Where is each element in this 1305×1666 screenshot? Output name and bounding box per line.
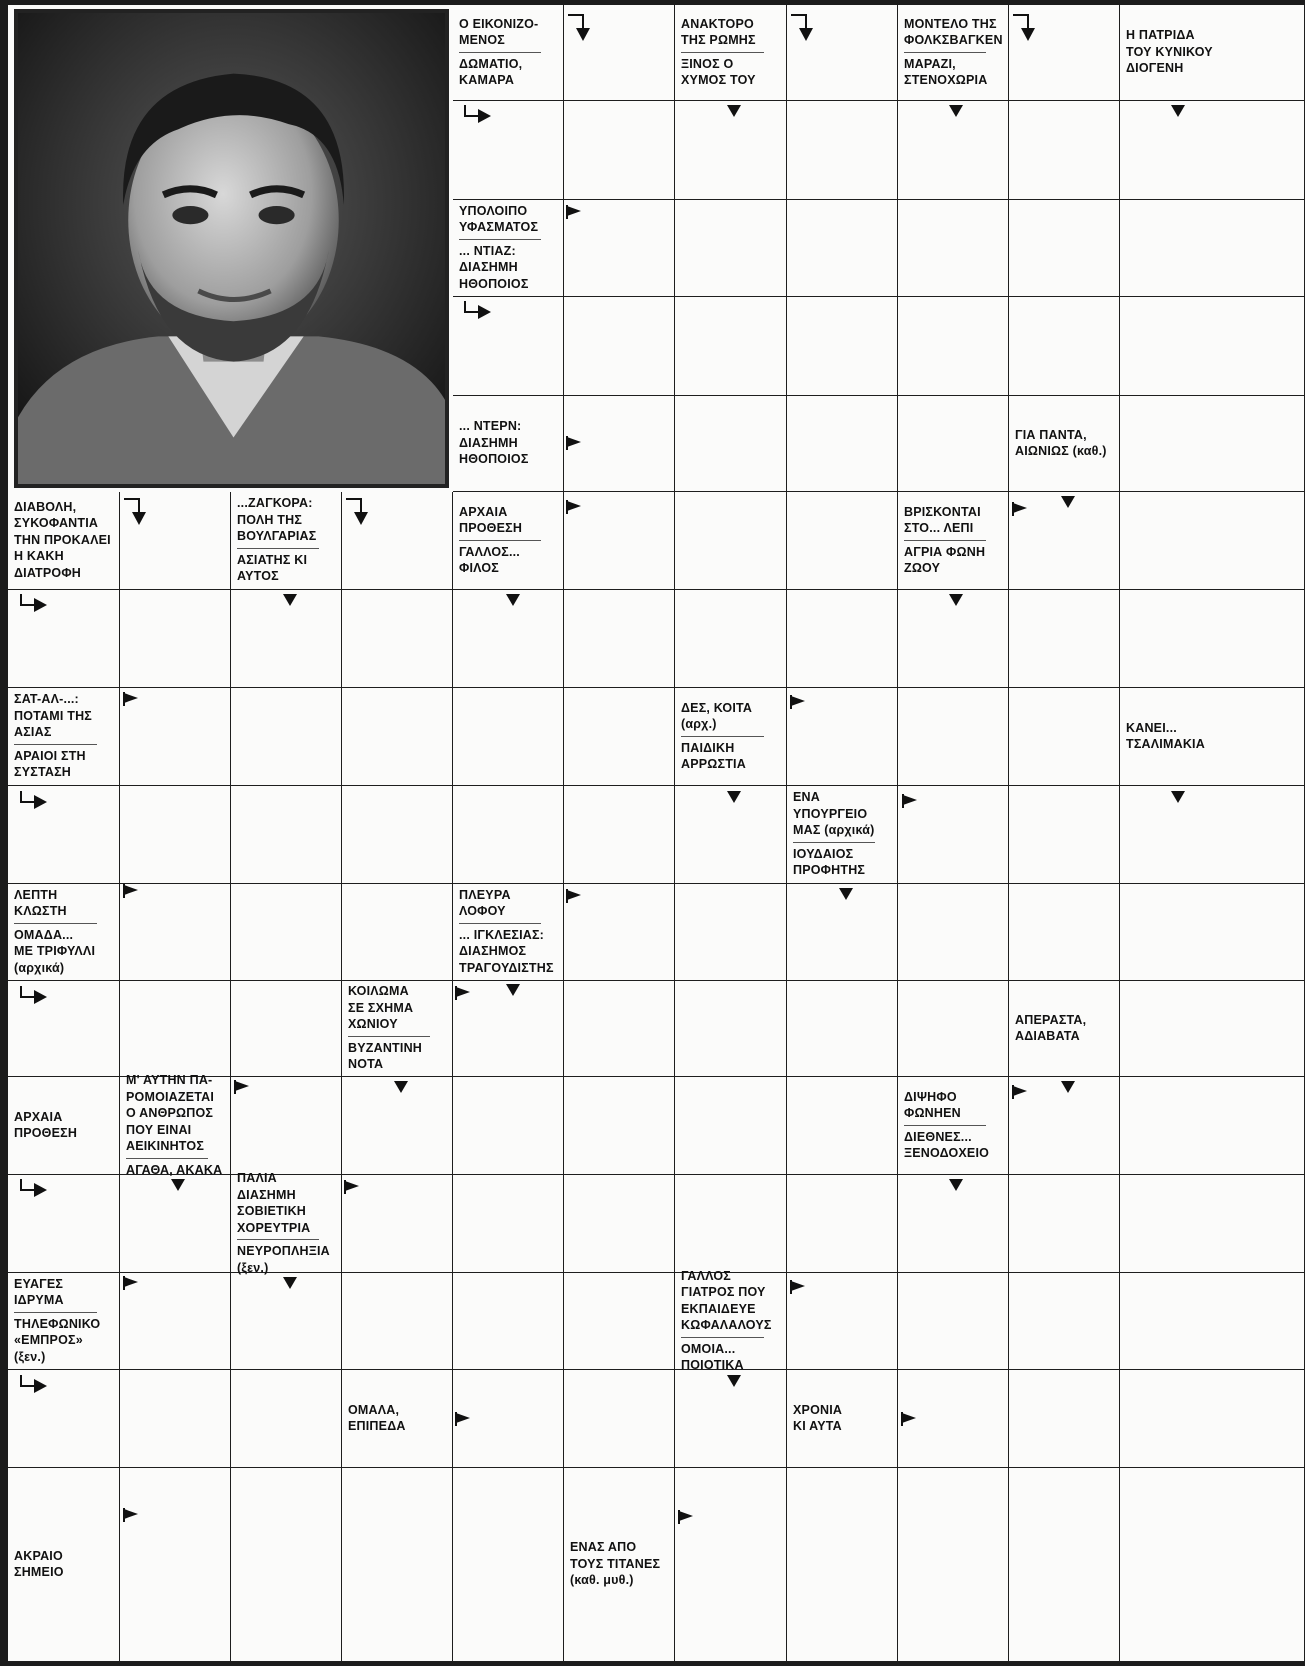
grid-cell[interactable] [564, 590, 675, 688]
grid-cell[interactable] [120, 1468, 231, 1662]
grid-cell[interactable] [1009, 1273, 1120, 1370]
clue-text: ΧΡΟΝΙΑ ΚΙ ΑΥΤΑ [793, 1402, 843, 1433]
clue-divider [681, 52, 764, 53]
arrow-right-icon [566, 205, 582, 219]
clue-cell [453, 200, 562, 295]
arrow-right-icon [678, 1510, 694, 1524]
bent-arrow-down-icon [1012, 12, 1038, 42]
clue-cell [1009, 396, 1118, 490]
clue-text: ΠΑΙΔΙΚΗ ΑΡΡΩΣΤΙΑ [681, 740, 746, 771]
arrow-down-icon [838, 887, 854, 901]
grid-cell[interactable] [675, 981, 787, 1077]
grid-cell[interactable] [564, 981, 675, 1077]
clue-text: ΜΑΡΑΖΙ, ΣΤΕΝΟΧΩΡΙΑ [904, 56, 988, 87]
grid-cell[interactable] [898, 200, 1009, 297]
clue-divider [459, 923, 541, 924]
clue-cell [675, 5, 785, 99]
clue-cell [342, 1370, 451, 1466]
arrow-down-icon [948, 593, 964, 607]
clue-text: ΑΓΑΘΑ, ΑΚΑΚΑ [126, 1162, 223, 1177]
bent-arrow-right-icon [18, 1178, 48, 1198]
grid-cell[interactable] [787, 297, 898, 396]
clue-cell [1120, 688, 1303, 784]
clue-cell [8, 884, 118, 979]
clue-text: ΥΠΟΛΟΙΠΟ ΥΦΑΣΜΑΤΟΣ [459, 203, 539, 235]
clue-cell [342, 981, 451, 1075]
clue-text: ΝΕΥΡΟΠΛΗΞΙΑ (ξεν.) [237, 1244, 330, 1275]
grid-cell[interactable] [675, 1175, 787, 1273]
arrow-right-icon [455, 986, 471, 1000]
grid-cell[interactable] [1120, 1175, 1305, 1273]
clue-text: ΣΑΤ-ΑΛ-...: ΠΟΤΑΜΙ ΤΗΣ ΑΣΙΑΣ [14, 692, 93, 740]
clue-divider [793, 842, 875, 843]
grid-cell[interactable] [564, 101, 675, 200]
arrow-down-icon [1170, 790, 1186, 804]
arrow-down-icon [282, 1276, 298, 1290]
clue-cell [453, 884, 562, 979]
arrow-right-icon [902, 794, 918, 808]
arrow-right-icon [790, 1280, 806, 1294]
clue-text: ΟΜΑΛΑ, ΕΠΙΠΕΔΑ [348, 1402, 406, 1433]
arrow-down-icon [393, 1080, 409, 1094]
clue-cell [787, 1370, 896, 1466]
grid-cell[interactable] [453, 1175, 564, 1273]
clue-text: ΔΙΕΘΝΕΣ... ΞΕΝΟΔΟΧΕΙΟ [904, 1129, 990, 1160]
grid-cell[interactable] [564, 1370, 675, 1468]
grid-cell[interactable] [342, 884, 453, 981]
clue-text: ΔΕΣ, ΚΟΙΤΑ (αρχ.) [681, 700, 753, 731]
clue-text: ΔΙΨΗΦΟ ΦΩΝΗΕΝ [904, 1089, 961, 1120]
clue-text: ΓΑΛΛΟΣ... ΦΙΛΟΣ [459, 544, 520, 575]
grid-cell[interactable] [898, 1273, 1009, 1370]
arrow-right-icon [344, 1180, 360, 1194]
grid-cell[interactable] [120, 786, 231, 884]
grid-cell[interactable] [453, 1273, 564, 1370]
grid-cell[interactable] [453, 688, 564, 786]
arrow-down-icon [726, 790, 742, 804]
clue-text: ΠΛΕΥΡΑ ΛΟΦΟΥ [459, 887, 511, 919]
grid-cell[interactable] [1009, 200, 1120, 297]
grid-cell[interactable] [787, 1468, 898, 1662]
grid-cell[interactable] [120, 590, 231, 688]
clue-divider [904, 52, 986, 53]
clue-text: ΓΑΛΛΟΣ ΓΙΑΤΡΟΣ ΠΟΥ ΕΚΠΑΙΔΕΥΕ ΚΩΦΑΛΑΛΟΥΣ [681, 1268, 772, 1332]
grid-cell[interactable] [1120, 101, 1305, 200]
arrow-right-icon [123, 692, 139, 706]
arrow-down-icon [948, 104, 964, 118]
clue-text: ΔΙΑΒΟΛΗ, ΣΥΚΟΦΑΝΤΙΑ ΤΗΝ ΠΡΟΚΑΛΕΙ Η ΚΑΚΗ ΔΙΑΤΡΟΦΗ [14, 499, 111, 580]
clue-text: Μ' ΑΥΤΗΝ ΠΑ- ΡΟΜΟΙΑΖΕΤΑΙ Ο ΑΝΘΡΩΠΟΣ ΠΟΥ ΕΙΝΑΙ ΑΕΙΚΙΝΗΤΟΣ [126, 1073, 215, 1153]
bent-arrow-right-icon [462, 104, 492, 124]
clue-divider [237, 1239, 319, 1240]
clue-text: ΑΡΑΙΟΙ ΣΤΗ ΣΥΣΤΑΣΗ [14, 748, 86, 780]
grid-cell[interactable] [1120, 492, 1305, 590]
clue-text: ΚΑΝΕΙ... ΤΣΑΛΙΜΑΚΙΑ [1126, 720, 1205, 751]
grid-cell[interactable] [1009, 1370, 1120, 1468]
clue-text: ΒΡΙΣΚΟΝΤΑΙ ΣΤΟ... ΛΕΠΙ [904, 504, 981, 535]
grid-cell[interactable] [564, 1273, 675, 1370]
grid-cell[interactable] [231, 1468, 342, 1662]
arrow-right-icon [123, 1508, 139, 1522]
clue-cell [787, 786, 896, 882]
grid-cell[interactable] [787, 1175, 898, 1273]
grid-cell[interactable] [898, 1468, 1009, 1662]
clue-divider [126, 1158, 208, 1159]
grid-cell[interactable] [675, 1468, 787, 1662]
grid-cell[interactable] [231, 981, 342, 1077]
arrow-right-icon [566, 889, 582, 903]
grid-cell[interactable] [1009, 590, 1120, 688]
clue-text: ΑΚΡΑΙΟ ΣΗΜΕΙΟ [14, 1548, 64, 1579]
grid-cell[interactable] [1009, 1175, 1120, 1273]
arrow-right-icon [566, 436, 582, 450]
clue-divider [681, 736, 764, 737]
clue-cell [453, 396, 562, 490]
clue-text: ΟΜΟΙΑ... ΠΟΙΟΤΙΚΑ [681, 1341, 744, 1372]
grid-cell[interactable] [787, 396, 898, 492]
arrow-right-icon [123, 884, 139, 898]
grid-cell[interactable] [1120, 981, 1305, 1077]
clue-divider [348, 1036, 430, 1037]
grid-cell[interactable] [564, 1077, 675, 1175]
clue-divider [459, 52, 541, 53]
grid-cell[interactable] [231, 688, 342, 786]
arrow-right-icon [123, 1276, 139, 1290]
clue-text: ΑΡΧΑΙΑ ΠΡΟΘΕΣΗ [459, 504, 523, 535]
arrow-right-icon [566, 500, 582, 514]
arrow-down-icon [726, 104, 742, 118]
clue-text: ... ΝΤΕΡΝ: ΔΙΑΣΗΜΗ ΗΘΟΠΟΙΟΣ [459, 419, 529, 467]
clue-cell [8, 1468, 118, 1660]
clue-cell [8, 688, 118, 784]
clue-cell [675, 1268, 785, 1372]
clue-text: ΕΥΑΓΕΣ ΙΔΡΥΜΑ [14, 1276, 64, 1308]
clue-cell [120, 1073, 229, 1177]
clue-cell [231, 1171, 340, 1275]
grid-cell[interactable] [1120, 1077, 1305, 1175]
clue-divider [237, 548, 319, 549]
clue-text: ...ΖΑΓΚΟΡΑ: ΠΟΛΗ ΤΗΣ ΒΟΥΛΓΑΡΙΑΣ [237, 496, 317, 544]
clue-text: ΞΙΝΟΣ Ο ΧΥΜΟΣ ΤΟΥ [681, 56, 756, 87]
grid-cell[interactable] [564, 786, 675, 884]
clue-cell [8, 492, 118, 588]
bent-arrow-right-icon [18, 1374, 48, 1394]
grid-cell[interactable] [1120, 1370, 1305, 1468]
clue-text: ... ΝΤΙΑΖ: ΔΙΑΣΗΜΗ ΗΘΟΠΟΙΟΣ [459, 243, 529, 291]
clue-cell [898, 492, 1007, 588]
clue-cell [453, 5, 562, 99]
grid-cell[interactable] [898, 396, 1009, 492]
clue-divider [681, 1337, 764, 1338]
clue-divider [904, 1125, 986, 1126]
clue-cell [564, 1468, 673, 1660]
bent-arrow-right-icon [18, 790, 48, 810]
clue-divider [14, 744, 97, 745]
grid-cell[interactable] [1120, 884, 1305, 981]
grid-cell[interactable] [342, 590, 453, 688]
clue-text: Ο ΕΙΚΟΝΙΖΟ- ΜΕΝΟΣ [459, 16, 539, 47]
clue-text: ΑΓΡΙΑ ΦΩΝΗ ΖΩΟΥ [904, 544, 986, 575]
arrow-down-icon [1060, 1080, 1076, 1094]
clue-text: ΕΝΑ ΥΠΟΥΡΓΕΙΟ ΜΑΣ (αρχικά) [793, 790, 875, 838]
grid-cell[interactable] [231, 1370, 342, 1468]
clue-cell [1120, 5, 1303, 99]
arrow-down-icon [282, 593, 298, 607]
bent-arrow-right-icon [18, 593, 48, 613]
grid-cell[interactable] [1009, 297, 1120, 396]
grid-cell[interactable] [453, 1077, 564, 1175]
grid-cell[interactable] [898, 688, 1009, 786]
clue-text: ΕΝΑΣ ΑΠΟ ΤΟΥΣ ΤΙΤΑΝΕΣ (καθ. μυθ.) [570, 1540, 661, 1588]
grid-cell[interactable] [787, 981, 898, 1077]
grid-cell[interactable] [1120, 200, 1305, 297]
clue-divider [14, 923, 97, 924]
grid-cell[interactable] [231, 786, 342, 884]
clue-text: ΜΟΝΤΕΛΟ ΤΗΣ ΦΟΛΚΣΒΑΓΚΕΝ [904, 16, 1003, 47]
arrow-right-icon [1012, 1085, 1028, 1099]
bent-arrow-down-icon [567, 12, 593, 42]
clue-text: ΚΟΙΛΩΜΑ ΣΕ ΣΧΗΜΑ ΧΩΝΙΟΥ [348, 984, 414, 1032]
clue-cell [898, 5, 1007, 99]
grid-cell[interactable] [1120, 1273, 1305, 1370]
clue-cell [675, 688, 785, 784]
clue-text: ΑΡΧΑΙΑ ΠΡΟΘΕΣΗ [14, 1109, 78, 1140]
clue-divider [459, 239, 541, 240]
clue-text: ΟΜΑΔΑ... ΜΕ ΤΡΙΦΥΛΛΙ (αρχικά) [14, 927, 96, 975]
clue-divider [904, 540, 986, 541]
bent-arrow-right-icon [462, 300, 492, 320]
grid-cell[interactable] [675, 200, 787, 297]
arrow-right-icon [455, 1412, 471, 1426]
grid-cell[interactable] [1120, 590, 1305, 688]
grid-cell[interactable] [564, 297, 675, 396]
grid-cell[interactable] [675, 884, 787, 981]
arrow-right-icon [234, 1080, 250, 1094]
clue-text: ΤΗΛΕΦΩΝΙΚΟ «ΕΜΠΡΟΣ» (ξεν.) [14, 1316, 101, 1364]
arrow-down-icon [726, 1374, 742, 1388]
bent-arrow-right-icon [18, 985, 48, 1005]
grid-cell[interactable] [1120, 297, 1305, 396]
clue-text: ... ΙΓΚΛΕΣΙΑΣ: ΔΙΑΣΗΜΟΣ ΤΡΑΓΟΥΔΙΣΤΗΣ [459, 927, 554, 975]
grid-cell[interactable] [675, 1077, 787, 1175]
grid-cell[interactable] [120, 1370, 231, 1468]
grid-cell[interactable] [787, 492, 898, 590]
grid-cell[interactable] [675, 396, 787, 492]
clue-cell [1009, 981, 1118, 1075]
arrow-down-icon [1170, 104, 1186, 118]
clue-text: ΙΟΥΔΑΙΟΣ ΠΡΟΦΗΤΗΣ [793, 846, 866, 878]
clue-cell [453, 492, 562, 588]
clue-divider [459, 540, 541, 541]
portrait-icon [18, 13, 449, 488]
clue-cell [231, 492, 340, 588]
grid-cell[interactable] [231, 884, 342, 981]
grid-cell[interactable] [787, 590, 898, 688]
grid-cell[interactable] [898, 884, 1009, 981]
grid-cell[interactable] [1009, 688, 1120, 786]
arrow-down-icon [1060, 495, 1076, 509]
grid-cell[interactable] [453, 786, 564, 884]
clue-text: ΛΕΠΤΗ ΚΛΩΣΤΗ [14, 887, 67, 919]
grid-cell[interactable] [120, 884, 231, 981]
clue-text: ΓΙΑ ΠΑΝΤΑ, ΑΙΩΝΙΩΣ (καθ.) [1015, 427, 1107, 458]
arrow-right-icon [790, 695, 806, 709]
grid-cell[interactable] [342, 1468, 453, 1662]
grid-cell[interactable] [342, 786, 453, 884]
clue-text: ΔΩΜΑΤΙΟ, ΚΑΜΑΡΑ [459, 56, 523, 87]
clue-cell [8, 1077, 118, 1173]
grid-cell[interactable] [342, 1273, 453, 1370]
clue-text: ΠΑΛΙΑ ΔΙΑΣΗΜΗ ΣΟΒΙΕΤΙΚΗ ΧΟΡΕΥΤΡΙΑ [237, 1171, 311, 1235]
grid-cell[interactable] [1120, 786, 1305, 884]
arrow-right-icon [901, 1412, 917, 1426]
grid-cell[interactable] [675, 590, 787, 688]
grid-cell[interactable] [120, 981, 231, 1077]
grid-cell[interactable] [787, 200, 898, 297]
grid-cell[interactable] [1120, 1468, 1305, 1662]
grid-cell[interactable] [787, 1077, 898, 1175]
portrait-photo [14, 9, 449, 488]
arrow-down-icon [170, 1178, 186, 1192]
grid-cell[interactable] [787, 101, 898, 200]
grid-cell[interactable] [1009, 1468, 1120, 1662]
clue-cell [898, 1077, 1007, 1173]
clue-text: Η ΠΑΤΡΙΔΑ ΤΟΥ ΚΥΝΙΚΟΥ ΔΙΟΓΕΝΗ [1126, 28, 1213, 76]
bent-arrow-down-icon [123, 496, 149, 526]
grid-cell[interactable] [1009, 786, 1120, 884]
bent-arrow-down-icon [345, 496, 371, 526]
grid-cell[interactable] [1120, 396, 1305, 492]
clue-text: ΑΣΙΑΤΗΣ ΚΙ ΑΥΤΟΣ [237, 552, 308, 584]
clue-divider [14, 1312, 97, 1313]
grid-cell[interactable] [342, 688, 453, 786]
grid-cell[interactable] [453, 1468, 564, 1662]
grid-cell[interactable] [898, 981, 1009, 1077]
clue-cell [8, 1273, 118, 1368]
grid-cell[interactable] [564, 1175, 675, 1273]
bent-arrow-down-icon [790, 12, 816, 42]
clue-text: ΒΥΖΑΝΤΙΝΗ ΝΟΤΑ [348, 1040, 423, 1072]
grid-cell[interactable] [1009, 101, 1120, 200]
grid-cell[interactable] [1009, 884, 1120, 981]
arrow-down-icon [505, 983, 521, 997]
arrow-right-icon [1012, 502, 1028, 516]
arrow-down-icon [505, 593, 521, 607]
grid-cell[interactable] [675, 297, 787, 396]
arrow-down-icon [948, 1178, 964, 1192]
grid-cell[interactable] [675, 492, 787, 590]
clue-text: ΑΝΑΚΤΟΡΟ ΤΗΣ ΡΩΜΗΣ [681, 16, 756, 47]
clue-text: ΑΠΕΡΑΣΤΑ, ΑΔΙΑΒΑΤΑ [1015, 1012, 1087, 1043]
grid-cell[interactable] [898, 297, 1009, 396]
grid-cell[interactable] [564, 688, 675, 786]
